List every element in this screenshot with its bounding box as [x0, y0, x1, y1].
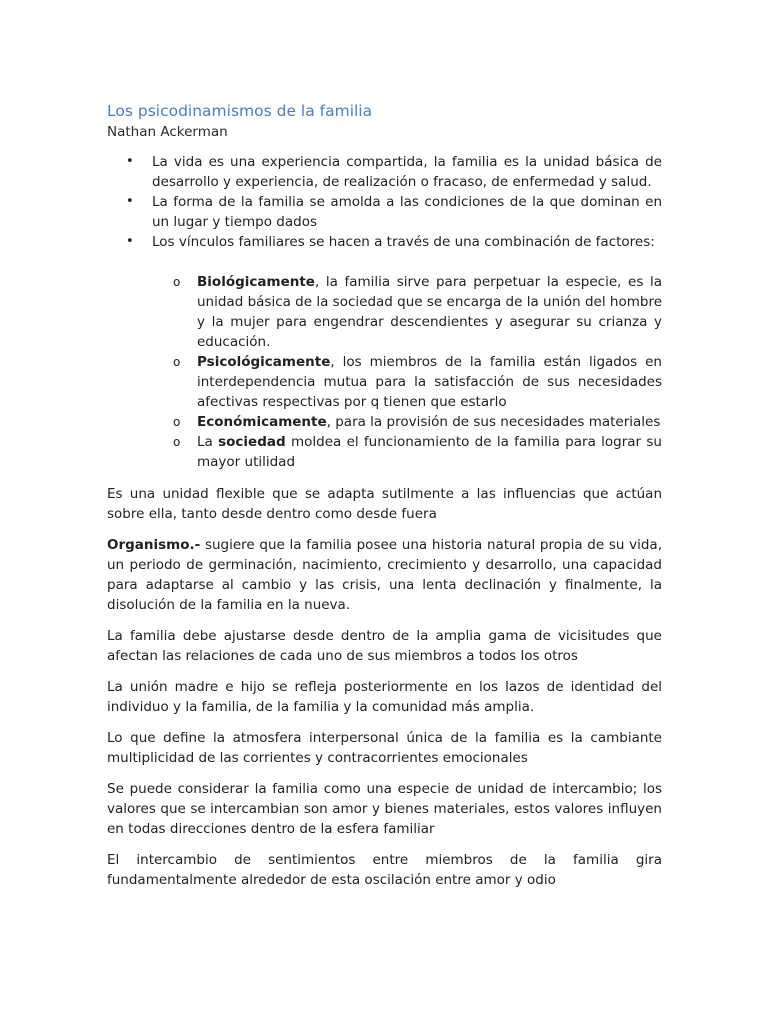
paragraph-keyword: Organismo.-: [107, 537, 201, 553]
bullet-dot-icon: •: [126, 234, 134, 249]
circle-bullet-icon: o: [173, 415, 181, 429]
circle-bullet-icon: o: [173, 355, 181, 369]
circle-bullet-icon: o: [173, 435, 181, 449]
circle-bullet-icon: o: [173, 275, 181, 289]
bullet-item: [107, 152, 662, 192]
paragraph: [107, 626, 662, 666]
sub-list: [107, 272, 662, 472]
paragraph: [107, 484, 662, 524]
sub-item-text: , la familia sirve para perpetuar la especie, es la unidad básica de la sociedad que se encarga de la unión del hombre y la mujer para engendrar descendientes y asegurar su crianza y educación.: [197, 274, 662, 350]
paragraph-text: sugiere que la familia posee una historia natural propia de su vida, un periodo de germinación, nacimiento, crecimiento y desarrollo, una capacidad para adaptarse al cambio y las crisis, una lenta declinación y finalmente, la disolución de la familia en la nueva.: [107, 537, 662, 613]
paragraph-text: La unión madre e hijo se refleja posteriormente en los lazos de identidad del individuo y la familia, de la familia y la comunidad más amplia.: [107, 679, 662, 715]
sub-item-pre: La: [197, 434, 219, 450]
bullet-text: Los vínculos familiares se hacen a través de una combinación de factores:: [152, 234, 655, 250]
sub-item-text: moldea el funcionamiento de la familia para lograr su mayor utilidad: [197, 434, 662, 470]
sub-item: [107, 432, 662, 472]
document-author: Nathan Ackerman: [107, 124, 228, 140]
paragraph: [107, 677, 662, 717]
paragraph-text: Se puede considerar la familia como una especie de unidad de intercambio; los valores que se intercambian son amor y bienes materiales, estos valores influyen en todas direcciones dentro de la esfera familiar: [107, 781, 662, 837]
sub-item-keyword: Biológicamente: [197, 274, 315, 290]
sub-item: [107, 352, 662, 412]
sub-item-text: , los miembros de la familia están ligados en interdependencia mutua para la satisfacción de sus necesidades afectivas respectivas por q tienen que estarlo: [197, 354, 662, 410]
paragraph: [107, 728, 662, 768]
paragraph: [107, 850, 662, 890]
paragraph: [107, 779, 662, 839]
bullet-text: La vida es una experiencia compartida, la familia es la unidad básica de desarrollo y experiencia, de realización o fracaso, de enfermedad y salud.: [152, 154, 662, 190]
sub-item: [107, 412, 662, 432]
document-page: [107, 100, 662, 901]
bullet-item: [107, 232, 662, 252]
bullet-item: [107, 192, 662, 232]
sub-item-keyword: sociedad: [218, 434, 286, 450]
sub-item: [107, 272, 662, 352]
document-title: Los psicodinamismos de la familia: [107, 102, 373, 120]
paragraph-text: Es una unidad flexible que se adapta sutilmente a las influencias que actúan sobre ella, tanto desde dentro como desde fuera: [107, 486, 662, 522]
paragraph-text: El intercambio de sentimientos entre miembros de la familia gira fundamentalmente alrededor de esta oscilación entre amor y odio: [107, 852, 662, 888]
paragraph-text: La familia debe ajustarse desde dentro de la amplia gama de vicisitudes que afectan las relaciones de cada uno de sus miembros a todos los otros: [107, 628, 662, 664]
sub-item-keyword: Psicológicamente: [197, 354, 331, 370]
sub-item-text: , para la provisión de sus necesidades materiales: [326, 414, 661, 430]
bullet-dot-icon: •: [126, 194, 134, 209]
sub-item-keyword: Económicamente: [197, 414, 327, 430]
paragraph: [107, 535, 662, 615]
bullet-dot-icon: •: [126, 154, 134, 169]
bullet-list: [107, 152, 662, 252]
paragraph-text: Lo que define la atmosfera interpersonal única de la familia es la cambiante multiplicidad de las corrientes y contracorrientes emocionales: [107, 730, 662, 766]
bullet-text: La forma de la familia se amolda a las condiciones de la que dominan en un lugar y tiempo dados: [152, 194, 662, 230]
